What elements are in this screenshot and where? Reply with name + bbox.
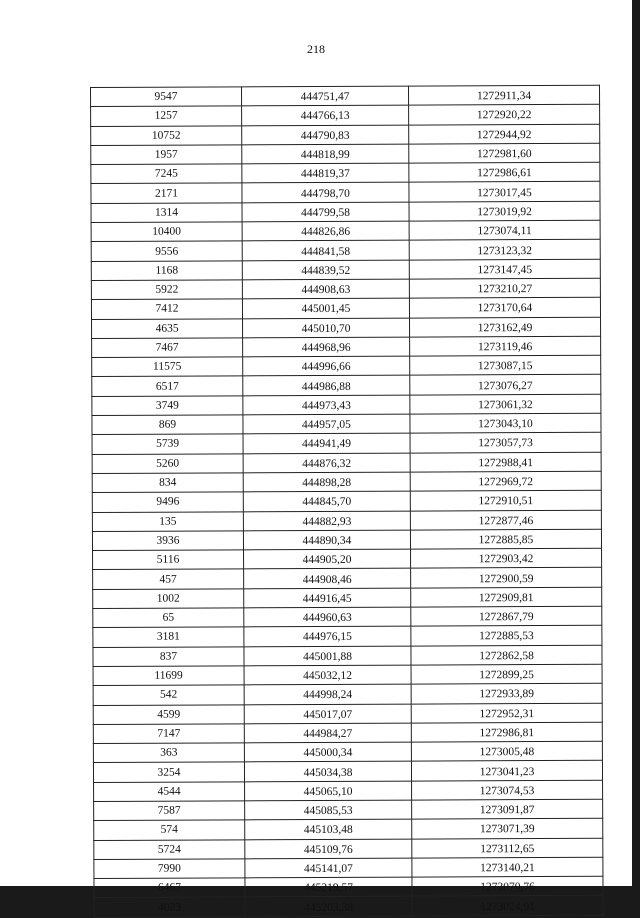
page-number: 218: [307, 42, 325, 56]
point-number-cell: 1314: [91, 203, 242, 223]
table-row: [94, 876, 603, 898]
y-coordinate-cell: 1272969,72: [410, 471, 601, 491]
table-row: [92, 317, 601, 339]
x-coordinate-cell: 444957,05: [243, 414, 410, 434]
x-coordinate-cell: 445219,57: [245, 877, 412, 897]
table-row: [93, 722, 602, 744]
table-row: [92, 529, 601, 551]
y-coordinate-cell: 1272862,58: [411, 645, 602, 665]
table-row: [93, 626, 602, 648]
y-coordinate-cell: 1272903,42: [411, 548, 602, 568]
table-row: [92, 433, 601, 455]
point-number-cell: 5260: [92, 453, 243, 473]
table-row: [91, 105, 600, 127]
table-row: [91, 85, 600, 107]
table-row: [93, 761, 602, 783]
x-coordinate-cell: 444916,45: [244, 588, 411, 608]
x-coordinate-cell: 444968,96: [243, 337, 410, 357]
table-row: [92, 471, 601, 493]
point-number-cell: 834: [92, 473, 243, 493]
x-coordinate-cell: 445203,38: [245, 897, 412, 917]
x-coordinate-cell: 444839,52: [242, 260, 409, 280]
point-number-cell: 1257: [91, 106, 242, 126]
point-number-cell: 5739: [92, 434, 243, 454]
x-coordinate-cell: 444890,34: [243, 530, 410, 550]
x-coordinate-cell: 445065,10: [245, 781, 412, 801]
table-row: [92, 491, 601, 513]
y-coordinate-cell: 1272988,41: [410, 452, 601, 472]
x-coordinate-cell: 444790,83: [242, 125, 409, 145]
x-coordinate-cell: 444818,99: [242, 144, 409, 164]
y-coordinate-cell: 1272933,89: [411, 683, 602, 703]
x-coordinate-cell: 445032,12: [244, 665, 411, 685]
table-row: [94, 780, 603, 802]
y-coordinate-cell: 1273091,87: [412, 799, 603, 819]
table-row: [92, 510, 601, 532]
x-coordinate-cell: 444766,13: [242, 105, 409, 125]
table-row: [93, 568, 602, 590]
x-coordinate-cell: 444998,24: [244, 684, 411, 704]
x-coordinate-cell: 444898,28: [243, 472, 410, 492]
point-number-cell: 837: [93, 646, 244, 666]
y-coordinate-cell: 1273005,48: [411, 741, 602, 761]
point-number-cell: 7412: [91, 299, 242, 319]
y-coordinate-cell: 1273170,64: [409, 298, 600, 318]
x-coordinate-cell: 444908,46: [244, 569, 411, 589]
table-row: [93, 683, 602, 705]
table-row: [91, 240, 600, 262]
y-coordinate-cell: 1272885,53: [411, 626, 602, 646]
table-row: [93, 548, 602, 570]
point-number-cell: 1168: [91, 261, 242, 281]
table-row: [92, 375, 601, 397]
y-coordinate-cell: 1273071,39: [412, 819, 603, 839]
x-coordinate-cell: 444799,58: [242, 202, 409, 222]
table-row: [94, 819, 603, 841]
y-coordinate-cell: 1273074,53: [412, 780, 603, 800]
point-number-cell: 4599: [93, 704, 244, 724]
x-coordinate-cell: 444826,86: [242, 221, 409, 241]
point-number-cell: 10752: [91, 125, 242, 145]
table-row: [94, 896, 603, 918]
point-number-cell: 11575: [92, 357, 243, 377]
y-coordinate-cell: 1272885,85: [410, 529, 601, 549]
y-coordinate-cell: 1273087,15: [410, 355, 601, 375]
y-coordinate-cell: 1273123,32: [409, 240, 600, 260]
x-coordinate-cell: 444798,70: [242, 183, 409, 203]
table-row: [93, 606, 602, 628]
table-row: [91, 162, 600, 184]
x-coordinate-cell: 445141,07: [245, 858, 412, 878]
y-coordinate-cell: 1272981,60: [409, 143, 600, 163]
x-coordinate-cell: 444882,93: [243, 511, 410, 531]
point-number-cell: 65: [93, 608, 244, 628]
point-number-cell: 3749: [92, 396, 243, 416]
y-coordinate-cell: 1273074,11: [409, 220, 600, 240]
table-row: [91, 201, 600, 223]
x-coordinate-cell: 445001,88: [244, 646, 411, 666]
point-number-cell: 4544: [94, 782, 245, 802]
point-number-cell: 9556: [91, 241, 242, 261]
y-coordinate-cell: 1272920,22: [409, 105, 600, 125]
y-coordinate-cell: 1273119,46: [410, 336, 601, 356]
y-coordinate-cell: 1273061,32: [410, 394, 601, 414]
point-number-cell: 5922: [91, 280, 242, 300]
point-number-cell: 9547: [91, 87, 242, 107]
point-number-cell: 4635: [92, 318, 243, 338]
y-coordinate-cell: 1272944,92: [409, 124, 600, 144]
point-number-cell: 11699: [93, 666, 244, 686]
point-number-cell: 1957: [91, 145, 242, 165]
y-coordinate-cell: 1272877,46: [410, 510, 601, 530]
point-number-cell: 5116: [93, 550, 244, 570]
table-row: [93, 664, 602, 686]
x-coordinate-cell: 444841,58: [242, 240, 409, 260]
point-number-cell: 7245: [91, 164, 242, 184]
point-number-cell: 1002: [93, 589, 244, 609]
x-coordinate-cell: 445034,38: [244, 761, 411, 781]
y-coordinate-cell: 1273147,45: [409, 259, 600, 279]
coordinates-table: [90, 85, 604, 918]
y-coordinate-cell: 1272986,61: [409, 162, 600, 182]
y-coordinate-cell: 1273140,21: [412, 857, 603, 877]
point-number-cell: 3181: [93, 627, 244, 647]
y-coordinate-cell: 1273210,27: [409, 278, 600, 298]
table-row: [92, 394, 601, 416]
y-coordinate-cell: 1273019,92: [409, 201, 600, 221]
point-number-cell: 2171: [91, 183, 242, 203]
x-coordinate-cell: 444984,27: [244, 723, 411, 743]
y-coordinate-cell: 1272952,31: [411, 703, 602, 723]
point-number-cell: 10400: [91, 222, 242, 242]
table-row: [91, 298, 600, 320]
point-number-cell: 542: [93, 685, 244, 705]
y-coordinate-cell: 1273043,10: [410, 413, 601, 433]
table-row: [93, 645, 602, 667]
y-coordinate-cell: 1273070,76: [412, 876, 603, 896]
x-coordinate-cell: 444751,47: [242, 86, 409, 106]
x-coordinate-cell: 444876,32: [243, 453, 410, 473]
x-coordinate-cell: 444986,88: [243, 376, 410, 396]
y-coordinate-cell: 1272900,59: [411, 568, 602, 588]
x-coordinate-cell: 444845,70: [243, 491, 410, 511]
x-coordinate-cell: 444941,49: [243, 433, 410, 453]
x-coordinate-cell: 445010,70: [243, 318, 410, 338]
x-coordinate-cell: 445109,76: [245, 839, 412, 859]
table-row: [92, 336, 601, 358]
x-coordinate-cell: 444976,15: [244, 626, 411, 646]
table-row: [91, 278, 600, 300]
table-row: [91, 143, 600, 165]
table-row: [91, 124, 600, 146]
point-number-cell: 363: [93, 743, 244, 763]
y-coordinate-cell: 1272986,81: [411, 722, 602, 742]
point-number-cell: 5724: [94, 839, 245, 859]
y-coordinate-cell: 1273024,91: [412, 896, 603, 916]
point-number-cell: 7147: [93, 724, 244, 744]
table-row: [92, 413, 601, 435]
table-row: [91, 220, 600, 242]
y-coordinate-cell: 1272899,25: [411, 664, 602, 684]
table-row: [94, 857, 603, 879]
x-coordinate-cell: 444819,37: [242, 163, 409, 183]
point-number-cell: 4023: [94, 897, 245, 917]
x-coordinate-cell: 444973,43: [243, 395, 410, 415]
x-coordinate-cell: 444960,63: [244, 607, 411, 627]
point-number-cell: 7587: [94, 801, 245, 821]
point-number-cell: 9496: [92, 492, 243, 512]
table-row: [93, 741, 602, 763]
point-number-cell: 6517: [92, 376, 243, 396]
x-coordinate-cell: 445017,07: [244, 704, 411, 724]
y-coordinate-cell: 1272910,51: [410, 491, 601, 511]
table-row: [94, 799, 603, 821]
y-coordinate-cell: 1273017,45: [409, 182, 600, 202]
table-row: [92, 452, 601, 474]
x-coordinate-cell: 445000,34: [244, 742, 411, 762]
point-number-cell: 3254: [93, 762, 244, 782]
table-row: [91, 259, 600, 281]
table-row: [93, 703, 602, 725]
y-coordinate-cell: 1273162,49: [410, 317, 601, 337]
x-coordinate-cell: 444905,20: [244, 549, 411, 569]
y-coordinate-cell: 1272867,79: [411, 606, 602, 626]
table-row: [94, 838, 603, 860]
x-coordinate-cell: 445001,45: [242, 298, 409, 318]
y-coordinate-cell: 1272909,81: [411, 587, 602, 607]
point-number-cell: 6467: [94, 878, 245, 898]
point-number-cell: 457: [93, 569, 244, 589]
y-coordinate-cell: 1273041,23: [411, 761, 602, 781]
x-coordinate-cell: 444908,63: [242, 279, 409, 299]
x-coordinate-cell: 445103,48: [245, 819, 412, 839]
table-row: [92, 355, 601, 377]
point-number-cell: 135: [92, 511, 243, 531]
x-coordinate-cell: 444996,66: [243, 356, 410, 376]
y-coordinate-cell: 1273076,27: [410, 375, 601, 395]
table-row: [93, 587, 602, 609]
y-coordinate-cell: 1273112,65: [412, 838, 603, 858]
y-coordinate-cell: 1272911,34: [408, 85, 599, 105]
y-coordinate-cell: 1273057,73: [410, 433, 601, 453]
point-number-cell: 7990: [94, 859, 245, 879]
point-number-cell: 869: [92, 415, 243, 435]
x-coordinate-cell: 445085,53: [245, 800, 412, 820]
point-number-cell: 7467: [92, 338, 243, 358]
point-number-cell: 3936: [92, 531, 243, 551]
table-row: [91, 182, 600, 204]
coordinates-table-body: [91, 85, 604, 917]
point-number-cell: 574: [94, 820, 245, 840]
